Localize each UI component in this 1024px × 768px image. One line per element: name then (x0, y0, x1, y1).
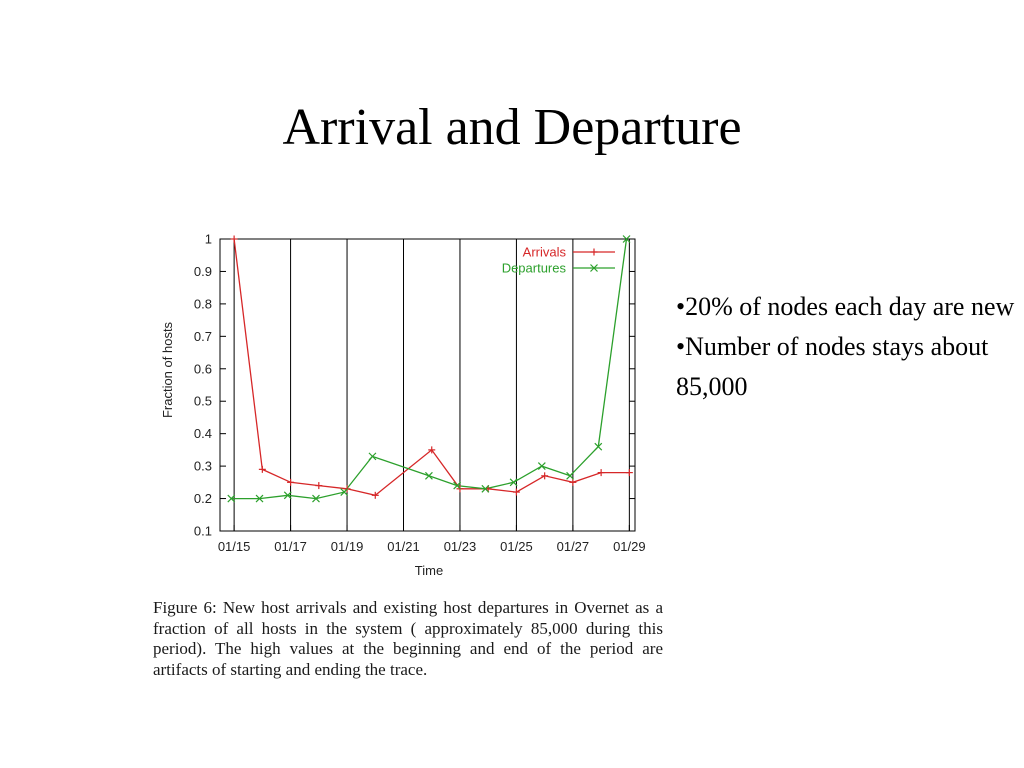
y-tick-label: 1 (204, 232, 212, 247)
arrivals-series-line (234, 239, 629, 495)
x-tick-label: 01/17 (274, 539, 307, 554)
y-tick-label: 0.3 (193, 458, 212, 474)
bullet-list (676, 287, 1021, 407)
y-tick-label: 0.2 (193, 491, 212, 507)
x-tick-label: 01/27 (556, 539, 590, 554)
x-tick-label: 01/15 (217, 539, 251, 554)
x-tick-label: 01/23 (443, 539, 477, 554)
slide-title: Arrival and Departure (282, 99, 742, 156)
y-tick-label: 0.4 (193, 426, 212, 442)
x-axis-label: Time (414, 563, 444, 578)
bullet-item: •20% of nodes each day are new (676, 292, 1015, 321)
departures-legend-label: Departures (501, 260, 566, 276)
day-dividers (234, 239, 629, 531)
y-axis-label: Fraction of hosts (160, 321, 175, 419)
series-markers (228, 236, 633, 503)
figure (147, 232, 675, 724)
bullet-item: •Number of nodes stays about 85,000 (676, 332, 989, 401)
x-tick-label: 01/29 (613, 539, 646, 554)
x-tick-label: 01/25 (500, 539, 533, 554)
arrival-departure-chart (147, 232, 675, 592)
y-tick-label: 0.6 (193, 361, 212, 377)
y-tick-label: 0.8 (193, 296, 212, 312)
legend (502, 245, 615, 276)
axes (194, 232, 646, 554)
y-tick-label: 0.5 (193, 393, 212, 409)
y-tick-label: 0.7 (193, 328, 212, 344)
x-tick-label: 01/19 (330, 539, 364, 554)
y-tick-label: 0.9 (193, 263, 212, 279)
figure-caption: Figure 6: New host arrivals and existing host departures in Overnet as a fraction of all hosts in the system ( approximately 85,000 during this period). The high values at the beginning and end of the period are artifacts of starting and ending the trace. (153, 598, 663, 679)
y-tick-label: 0.1 (193, 523, 212, 539)
arrivals-legend-label: Arrivals (522, 244, 566, 260)
x-tick-label: 01/21 (387, 539, 420, 554)
